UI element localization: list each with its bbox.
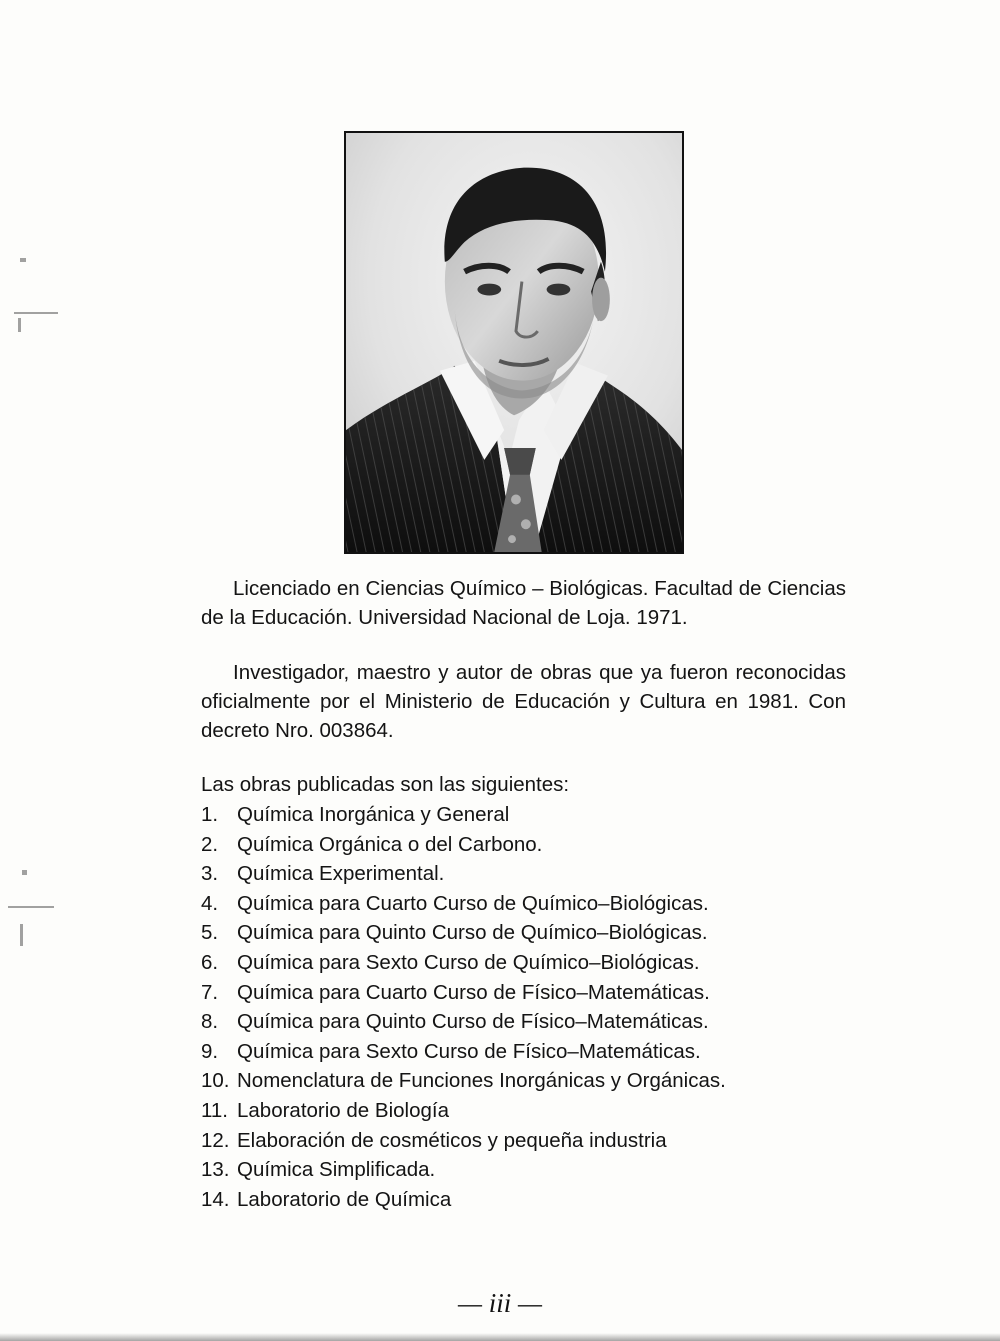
list-item-number: 2. [201,832,219,856]
list-item [201,1096,821,1126]
list-item-title: Química Orgánica o del Carbono. [237,832,543,856]
scan-speck [18,318,21,332]
scan-speck [22,870,27,875]
scan-speck [8,906,54,908]
list-item-number: 1. [201,803,219,826]
list-item [201,978,821,1008]
list-item [201,1126,821,1156]
career-text: Investigador, maestro y autor de obras que ya fueron reconocidas oficialmente por el Ministerio de Educación y Cultura en 1981. Con decreto Nro. 003864. [201,661,846,742]
list-item [201,1155,821,1185]
list-item [201,918,821,948]
list-item-number: 10. [201,1069,230,1093]
list-item [201,830,821,860]
list-item-title: Química para Quinto Curso de Químico–Biológicas. [237,921,708,945]
list-item-number: 5. [201,921,219,945]
list-item-title: Nomenclatura de Funciones Inorgánicas y Orgánicas. [237,1069,726,1093]
list-item-number: 6. [201,950,219,974]
scan-speck [20,924,23,946]
list-item-title: Química para Quinto Curso de Físico–Matemáticas. [237,1010,709,1034]
list-item-number: 8. [201,1010,219,1034]
degree-paragraph [201,574,846,632]
list-item-title: Química Inorgánica y General [237,803,510,826]
list-item [201,859,821,889]
list-item [201,1007,821,1037]
list-item-number: 7. [201,980,219,1004]
list-item-title: Química Experimental. [237,862,445,886]
list-item-title: Química para Cuarto Curso de Químico–Biológicas. [237,891,709,915]
list-item [201,1037,821,1067]
list-item-number: 11. [201,1098,228,1122]
page-number: — iii — [457,1288,543,1318]
list-item-title: Química Simplificada. [237,1158,436,1182]
list-item-title: Laboratorio de Biología [237,1098,449,1122]
list-item-number: 12. [201,1128,230,1152]
list-item-number: 14. [201,1187,230,1211]
list-item-title: Química para Sexto Curso de Químico–Biológicas. [237,950,700,974]
list-item [201,889,821,919]
list-item-title: Química para Sexto Curso de Físico–Matemáticas. [237,1039,701,1063]
list-item-number: 3. [201,862,219,886]
portrait-photo-icon [346,133,682,552]
list-item-number: 4. [201,891,219,915]
scan-speck [20,258,26,262]
list-item [201,1066,821,1096]
list-item-title: Química para Cuarto Curso de Físico–Matemáticas. [237,980,710,1004]
works-list [201,800,821,1214]
list-item-title: Laboratorio de Química [237,1187,452,1211]
list-item-title: Elaboración de cosméticos y pequeña industria [237,1128,667,1152]
works-intro-text: Las obras publicadas son las siguientes: [201,773,570,796]
author-portrait [344,131,684,554]
works-intro [201,770,846,799]
career-paragraph [201,658,846,745]
list-item [201,948,821,978]
list-item [201,1185,821,1215]
degree-text: Licenciado en Ciencias Químico – Biológicas. Facultad de Ciencias de la Educación. Universidad Nacional de Loja. 1971. [201,577,846,629]
list-item-number: 9. [201,1039,219,1063]
scan-edge-shadow [0,1333,1000,1341]
scan-speck [14,312,58,314]
list-item [201,800,821,830]
list-item-number: 13. [201,1158,230,1182]
